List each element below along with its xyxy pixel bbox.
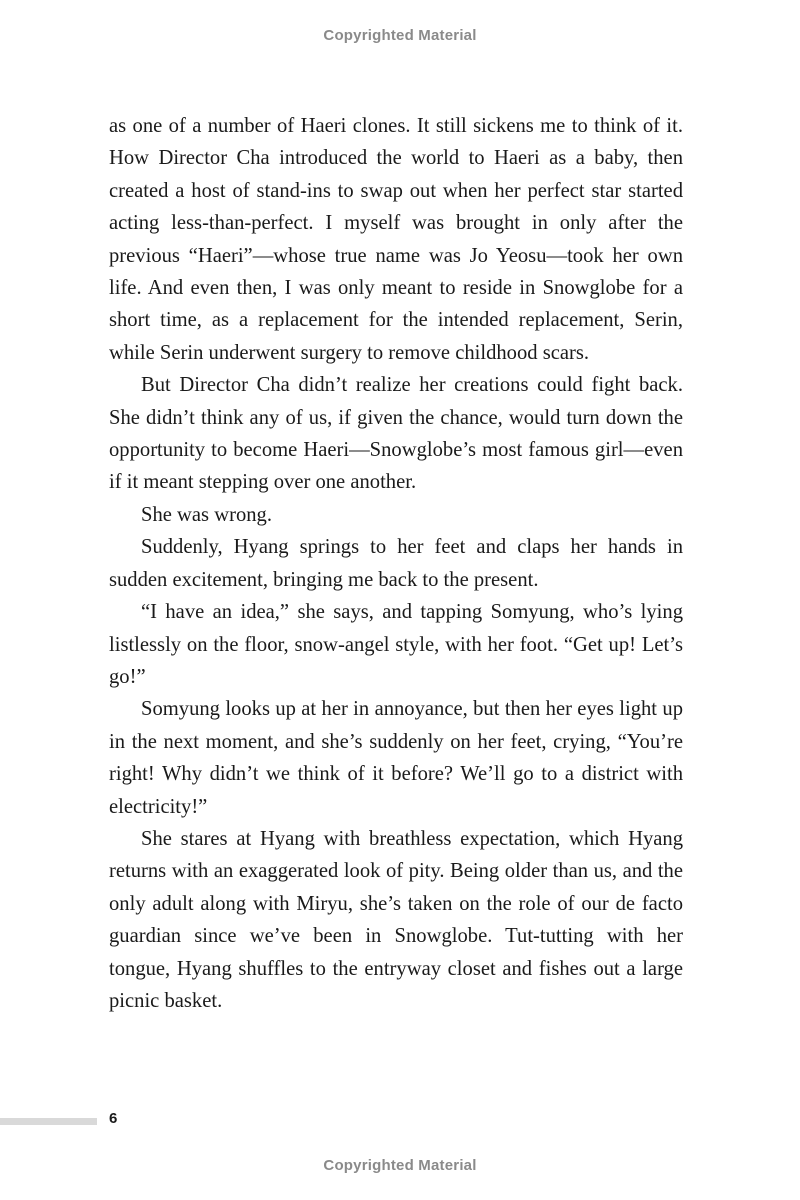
paragraph-7: She stares at Hyang with breathless expectation, which Hyang returns with an exaggerated look of pity. Being older than us, and the only adult along with Miryu, she’s taken on the role of our de facto guardian since we’ve been in Snowglobe. Tut-tutting with her tongue, Hyang shuffles to the entryway closet and fishes out a large picnic basket.	[109, 827, 683, 1012]
watermark-top: Copyrighted Material	[323, 27, 477, 44]
paragraph-5: “I have an idea,” she says, and tapping Somyung, who’s lying listlessly on the floor, snow-angel style, with her foot. “Get up! Let’s go!”	[109, 601, 683, 688]
paragraph-4: Suddenly, Hyang springs to her feet and claps her hands in sudden excitement, bringing me back to the present.	[109, 536, 683, 591]
paragraph-3: She was wrong.	[141, 503, 272, 526]
watermark-bottom: Copyrighted Material	[323, 1157, 477, 1174]
paragraph-6: Somyung looks up at her in annoyance, but then her eyes light up in the next moment, and she’s suddenly on her feet, crying, “You’re right! Why didn’t we think of it before? We’ll go to a district with electricity!”	[109, 698, 683, 818]
page-number: 6	[109, 1110, 118, 1127]
paragraph-1: as one of a number of Haeri clones. It still sickens me to think of it. How Director Cha introduced the world to Haeri as a baby, then created a host of stand-ins to swap out when her perfect star started acting less-than-perfect. I myself was brought in only after the previous “Haeri”—whose true name was Jo Yeosu—took her own life. And even then, I was only meant to reside in Snowglobe for a short time, as a replacement for the intended replacement, Serin, while Serin underwent surgery to remove childhood scars.	[109, 115, 683, 364]
body-text	[109, 110, 683, 1017]
footer-rule	[0, 1118, 97, 1125]
paragraph-2: But Director Cha didn’t realize her creations could fight back. She didn’t think any of us, if given the chance, would turn down the opportunity to become Haeri—Snowglobe’s most famous girl—even if it meant stepping over one another.	[109, 374, 683, 494]
